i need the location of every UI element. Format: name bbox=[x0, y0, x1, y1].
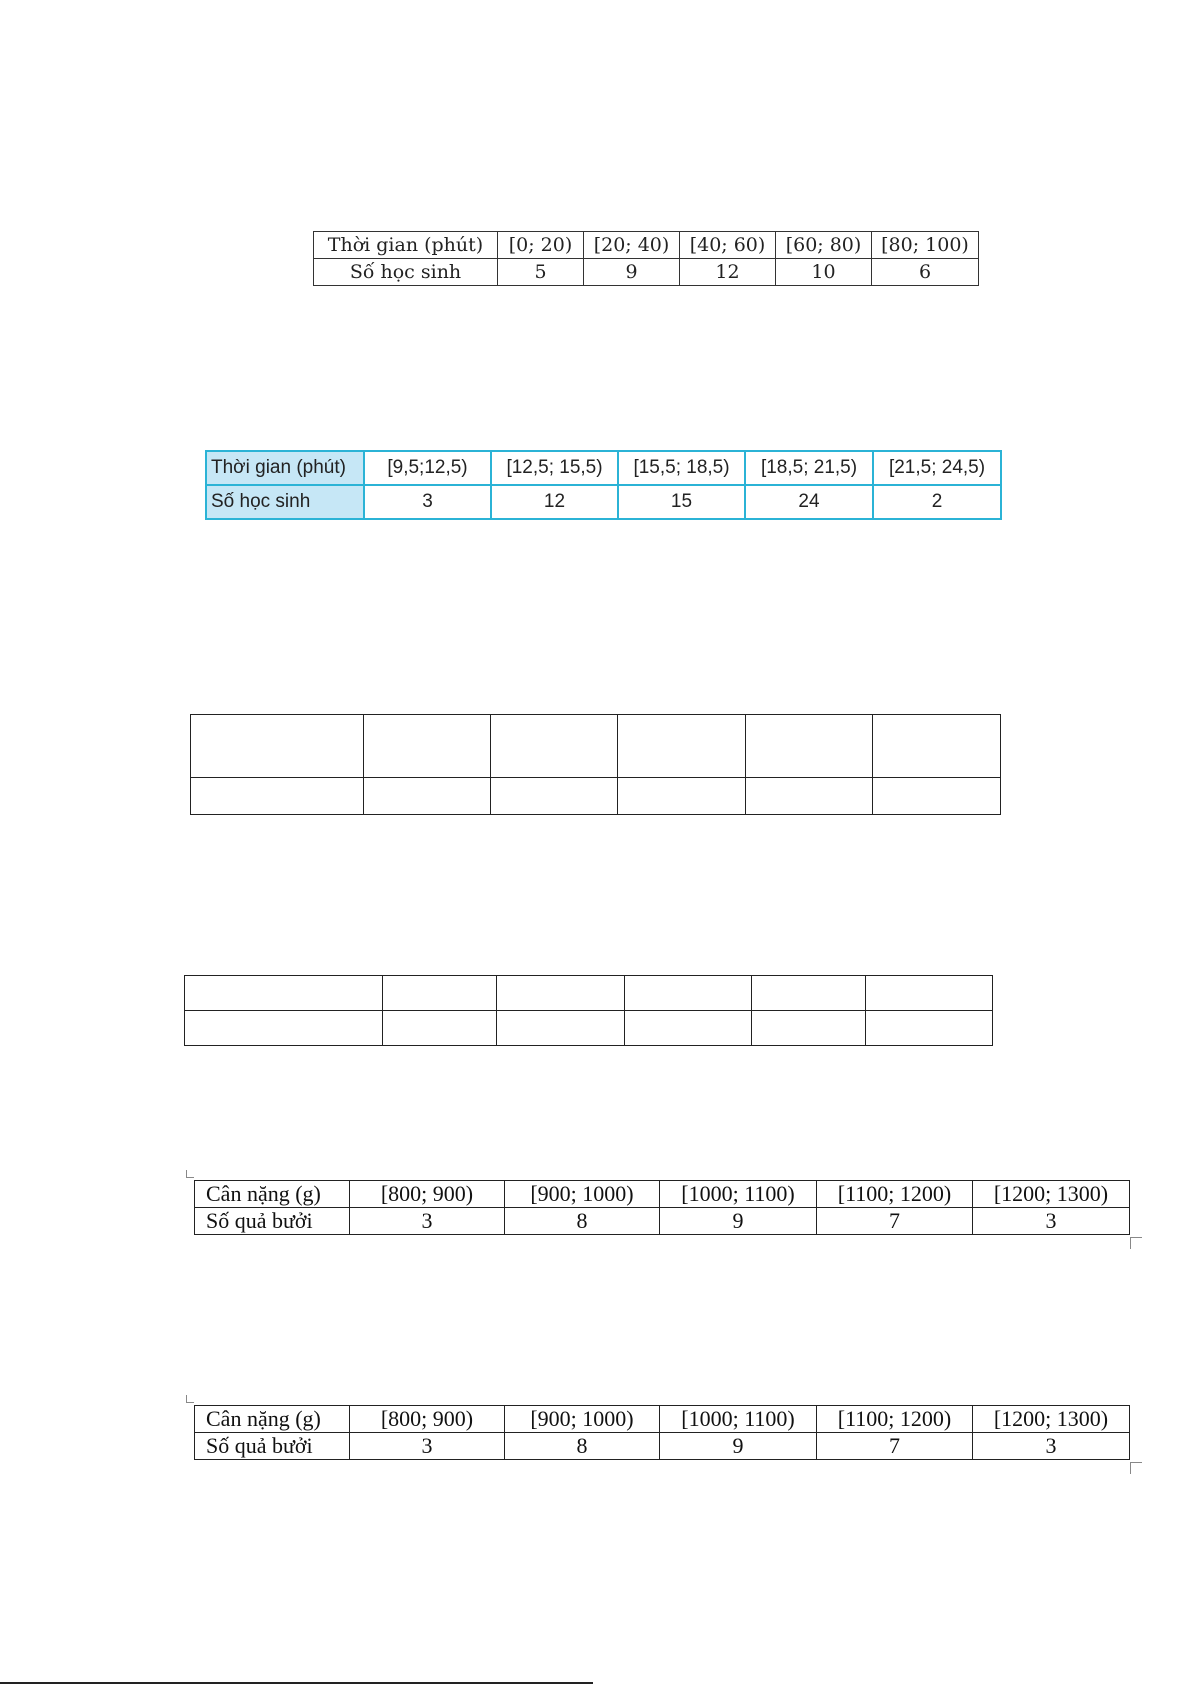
empty-cell bbox=[873, 715, 1001, 778]
empty-cell bbox=[746, 715, 873, 778]
empty-cell bbox=[746, 778, 873, 815]
value-cell: 9 bbox=[660, 1433, 817, 1460]
weight-frequency-table-2 bbox=[194, 1405, 1130, 1460]
row-label: Số quả bưởi bbox=[195, 1208, 350, 1235]
header-cell: [15,5; 18,5) bbox=[618, 451, 745, 485]
empty-cell bbox=[618, 778, 746, 815]
table-row bbox=[195, 1208, 1130, 1235]
header-cell: [900; 1000) bbox=[505, 1406, 660, 1433]
footnote-divider bbox=[0, 1682, 593, 1684]
empty-cell bbox=[625, 1011, 752, 1046]
value-cell: 3 bbox=[364, 485, 491, 519]
value-cell: 3 bbox=[350, 1433, 505, 1460]
empty-cell bbox=[491, 778, 618, 815]
header-cell: [40; 60) bbox=[680, 232, 776, 259]
header-label: Cân nặng (g) bbox=[195, 1406, 350, 1433]
empty-cell bbox=[752, 976, 866, 1011]
empty-cell bbox=[185, 976, 383, 1011]
row-label: Số học sinh bbox=[314, 259, 498, 286]
header-cell: [1200; 1300) bbox=[973, 1406, 1130, 1433]
empty-cell bbox=[191, 778, 364, 815]
empty-cell bbox=[866, 976, 993, 1011]
row-label: Số học sinh bbox=[206, 485, 364, 519]
time-frequency-table-2 bbox=[205, 450, 1002, 520]
table-row bbox=[314, 259, 979, 286]
table-header-row bbox=[195, 1406, 1130, 1433]
value-cell: 12 bbox=[680, 259, 776, 286]
value-cell: 7 bbox=[817, 1208, 973, 1235]
row-label: Số quả bưởi bbox=[195, 1433, 350, 1460]
header-cell: [9,5;12,5) bbox=[364, 451, 491, 485]
value-cell: 12 bbox=[491, 485, 618, 519]
value-cell: 9 bbox=[660, 1208, 817, 1235]
weight-frequency-table-1 bbox=[194, 1180, 1130, 1235]
table-row bbox=[195, 1433, 1130, 1460]
header-label: Thời gian (phút) bbox=[206, 451, 364, 485]
empty-cell bbox=[618, 715, 746, 778]
empty-table-2 bbox=[184, 975, 993, 1046]
header-cell: [800; 900) bbox=[350, 1406, 505, 1433]
header-cell: [1000; 1100) bbox=[660, 1181, 817, 1208]
empty-cell bbox=[866, 1011, 993, 1046]
value-cell: 8 bbox=[505, 1433, 660, 1460]
value-cell: 3 bbox=[973, 1208, 1130, 1235]
header-cell: [1200; 1300) bbox=[973, 1181, 1130, 1208]
table-header-row bbox=[206, 451, 1001, 485]
header-cell: [1000; 1100) bbox=[660, 1406, 817, 1433]
header-cell: [80; 100) bbox=[872, 232, 979, 259]
header-cell: [20; 40) bbox=[584, 232, 680, 259]
empty-cell bbox=[383, 976, 497, 1011]
value-cell: 10 bbox=[776, 259, 872, 286]
header-cell: [0; 20) bbox=[498, 232, 584, 259]
empty-cell bbox=[185, 1011, 383, 1046]
header-cell: [900; 1000) bbox=[505, 1181, 660, 1208]
value-cell: 5 bbox=[498, 259, 584, 286]
empty-cell bbox=[491, 715, 618, 778]
value-cell: 15 bbox=[618, 485, 745, 519]
value-cell: 9 bbox=[584, 259, 680, 286]
empty-cell bbox=[497, 1011, 625, 1046]
table-row bbox=[191, 778, 1001, 815]
value-cell: 6 bbox=[872, 259, 979, 286]
empty-cell bbox=[625, 976, 752, 1011]
time-frequency-table-1 bbox=[313, 231, 979, 286]
header-cell: [12,5; 15,5) bbox=[491, 451, 618, 485]
empty-cell bbox=[364, 715, 491, 778]
header-cell: [60; 80) bbox=[776, 232, 872, 259]
table-anchor-icon bbox=[186, 1170, 194, 1178]
empty-cell bbox=[873, 778, 1001, 815]
header-cell: [800; 900) bbox=[350, 1181, 505, 1208]
table-row bbox=[185, 1011, 993, 1046]
table-end-marker-icon bbox=[1130, 1237, 1142, 1249]
value-cell: 2 bbox=[873, 485, 1001, 519]
header-label: Thời gian (phút) bbox=[314, 232, 498, 259]
table-header-row bbox=[195, 1181, 1130, 1208]
value-cell: 8 bbox=[505, 1208, 660, 1235]
table-end-marker-icon bbox=[1130, 1462, 1142, 1474]
value-cell: 7 bbox=[817, 1433, 973, 1460]
value-cell: 3 bbox=[350, 1208, 505, 1235]
empty-cell bbox=[191, 715, 364, 778]
table-row bbox=[191, 715, 1001, 778]
value-cell: 24 bbox=[745, 485, 873, 519]
table-row bbox=[185, 976, 993, 1011]
header-cell: [21,5; 24,5) bbox=[873, 451, 1001, 485]
header-cell: [1100; 1200) bbox=[817, 1406, 973, 1433]
table-anchor-icon bbox=[186, 1395, 194, 1403]
empty-cell bbox=[364, 778, 491, 815]
empty-cell bbox=[497, 976, 625, 1011]
empty-cell bbox=[383, 1011, 497, 1046]
header-cell: [1100; 1200) bbox=[817, 1181, 973, 1208]
header-label: Cân nặng (g) bbox=[195, 1181, 350, 1208]
value-cell: 3 bbox=[973, 1433, 1130, 1460]
header-cell: [18,5; 21,5) bbox=[745, 451, 873, 485]
table-header-row bbox=[314, 232, 979, 259]
table-row bbox=[206, 485, 1001, 519]
empty-cell bbox=[752, 1011, 866, 1046]
empty-table-1 bbox=[190, 714, 1001, 815]
